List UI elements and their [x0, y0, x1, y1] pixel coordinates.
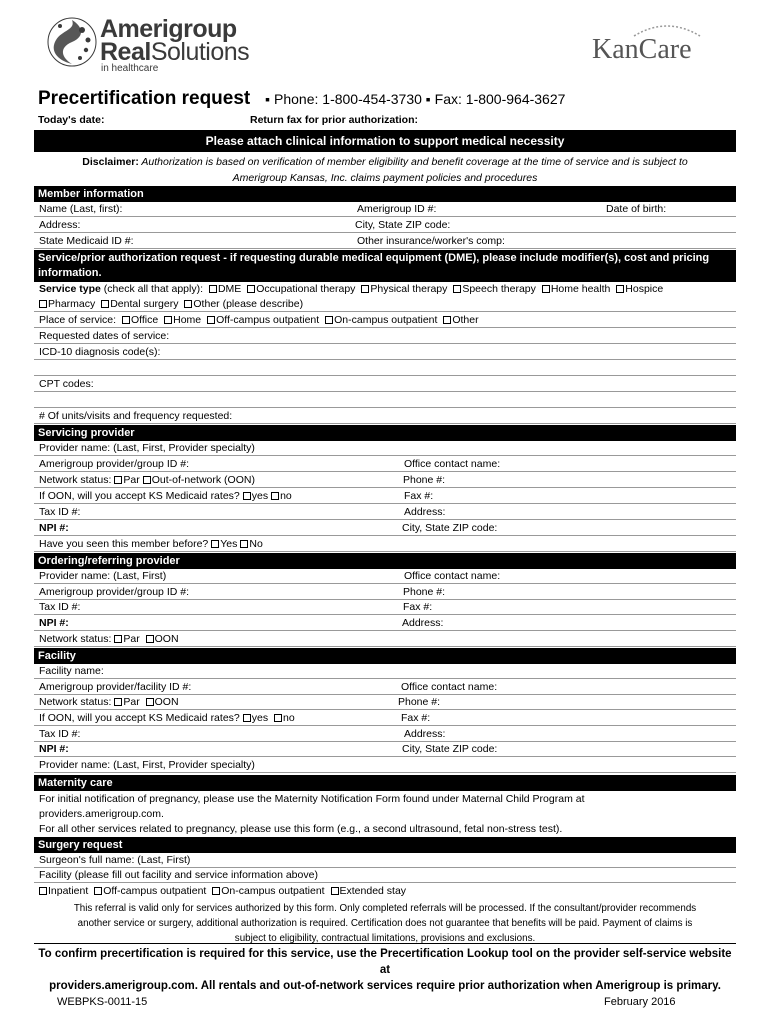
ordering-row-5: Network status: Par OON: [34, 632, 736, 647]
member-name-field[interactable]: Name (Last, first):: [39, 203, 123, 215]
page-header: [38, 88, 565, 110]
facility-npi-field[interactable]: NPI #:: [39, 743, 69, 755]
other-place-checkbox[interactable]: [443, 316, 451, 324]
surgery-facility-field[interactable]: Facility (please fill out facility and service information above): [39, 869, 318, 881]
facility-address-field[interactable]: Address:: [404, 728, 446, 740]
referral-note: This referral is valid only for services authorized by this form. Only completed referrals will be processed. If the consultant/provider recommends another service or surgery, additional authorization is required. Certification does not guarantee that benefits will be paid. Payment of claims is subject to eligibility, contractual limitations, provisions and exclusions.: [73, 903, 697, 944]
servicing-medicaid-yes-checkbox[interactable]: [243, 492, 251, 500]
icd-row: [34, 345, 736, 360]
home-health-checkbox[interactable]: [542, 285, 550, 293]
servicing-fax-field[interactable]: Fax #:: [404, 490, 434, 502]
logo-tagline: in healthcare: [101, 63, 159, 74]
icd-codes-field[interactable]: ICD-10 diagnosis code(s):: [39, 346, 161, 358]
surgery-row-2: [34, 868, 736, 883]
maternity-section-heading: Maternity care: [34, 775, 736, 791]
service-type-row-2: Pharmacy Dental surgery Other (please describe): [34, 297, 736, 312]
cpt-codes-field[interactable]: CPT codes:: [39, 378, 94, 390]
divider: [34, 943, 736, 944]
pharmacy-checkbox[interactable]: [39, 300, 47, 308]
speech-therapy-checkbox[interactable]: [453, 285, 461, 293]
home-checkbox[interactable]: [164, 316, 172, 324]
servicing-phone-field[interactable]: Phone #:: [403, 474, 446, 486]
ordering-row-3: [34, 600, 736, 615]
ordering-fax-field[interactable]: Fax #:: [403, 601, 433, 613]
ordering-npi-field[interactable]: NPI #:: [39, 617, 69, 629]
ordering-provider-name-field[interactable]: Provider name: (Last, First): [39, 570, 167, 582]
inpatient-checkbox[interactable]: [39, 887, 47, 895]
units-row: [34, 409, 736, 424]
ordering-section-heading: Ordering/referring provider: [34, 553, 736, 569]
service-section-heading: Service/prior authorization request - if requesting durable medical equipment (DME), please include modifier(s), cost and pricing information.: [34, 250, 736, 282]
dme-checkbox[interactable]: [209, 285, 217, 293]
servicing-section-heading: Servicing provider: [34, 425, 736, 441]
kancare-logo: [592, 22, 712, 70]
facility-city-field[interactable]: City, State ZIP code:: [402, 743, 498, 755]
member-city-field[interactable]: City, State ZIP code:: [355, 219, 451, 231]
ordering-row-2: [34, 585, 736, 600]
page-title: Precertification request: [38, 88, 251, 109]
servicing-row-5: [34, 505, 736, 520]
ordering-row-4: [34, 616, 736, 631]
cpt-row: [34, 377, 736, 392]
hospice-checkbox[interactable]: [616, 285, 624, 293]
servicing-npi-field[interactable]: NPI #:: [39, 522, 69, 534]
facility-name-field[interactable]: Facility name:: [39, 665, 104, 677]
servicing-row-3: Network status: Par Out-of-network (OON) Phone #:: [34, 473, 736, 488]
icd-row-blank[interactable]: [34, 361, 736, 376]
member-row-1: [34, 202, 736, 217]
servicing-oon-checkbox[interactable]: [143, 476, 151, 484]
facility-office-contact-field[interactable]: Office contact name:: [401, 681, 498, 693]
servicing-row-2: [34, 457, 736, 472]
facility-id-field[interactable]: Amerigroup provider/facility ID #:: [39, 681, 192, 693]
place-of-service-row: Place of service: Office Home Off-campus outpatient On-campus outpatient Other: [34, 313, 736, 328]
servicing-row-4: If OON, will you accept KS Medicaid rates? yes no Fax #:: [34, 489, 736, 504]
facility-row-3: Network status: Par OON Phone #:: [34, 695, 736, 710]
facility-row-4: If OON, will you accept KS Medicaid rates? yes no Fax #:: [34, 711, 736, 726]
servicing-medicaid-no-checkbox[interactable]: [271, 492, 279, 500]
facility-medicaid-no-checkbox[interactable]: [274, 714, 282, 722]
facility-tax-id-field[interactable]: Tax ID #:: [39, 728, 81, 740]
disclaimer: Disclaimer: Authorization is based on verification of member eligibility and benefit coverage at the time of service and is subject to Amerigroup Kansas, Inc. claims payment policies and procedures: [82, 156, 688, 184]
confirm-note: To confirm precertification is required for this service, use the Precertification Lookup tool on the provider self-service website at providers.amerigroup.com. All rentals and out-of-network services require prior authorization when Amerigroup is primary.: [38, 948, 732, 992]
kancare-wordmark: KanCare: [592, 34, 692, 65]
servicing-office-contact-field[interactable]: Office contact name:: [404, 458, 501, 470]
amerigroup-logo: [46, 15, 250, 76]
other-insurance-field[interactable]: Other insurance/worker's comp:: [357, 235, 505, 247]
member-row-2: [34, 218, 736, 233]
servicing-row-6: [34, 521, 736, 536]
amerigroup-swirl-icon: [46, 16, 98, 68]
facility-phone-field[interactable]: Phone #:: [398, 696, 441, 708]
on-campus-checkbox[interactable]: [325, 316, 333, 324]
facility-par-checkbox[interactable]: [114, 698, 122, 706]
other-service-checkbox[interactable]: [184, 300, 192, 308]
facility-row-5: [34, 727, 736, 742]
logo-wordmark-line1: Amerigroup: [100, 15, 237, 43]
servicing-address-field[interactable]: Address:: [404, 506, 446, 518]
form-code: WEBPKS-0011-15: [57, 996, 148, 1008]
logo-wordmark-line2: RealSolutions: [100, 38, 250, 66]
surgery-off-campus-checkbox[interactable]: [94, 887, 102, 895]
facility-row-6: [34, 742, 736, 757]
dental-surgery-checkbox[interactable]: [101, 300, 109, 308]
facility-medicaid-yes-checkbox[interactable]: [243, 714, 251, 722]
member-address-field[interactable]: Address:: [39, 219, 81, 231]
facility-section-heading: Facility: [34, 648, 736, 664]
facility-fax-field[interactable]: Fax #:: [401, 712, 431, 724]
contact-numbers: ▪ Phone: 1-800-454-3730 ▪ Fax: 1-800-964-3627: [265, 91, 566, 107]
facility-row-7: [34, 758, 736, 773]
ordering-row-1: [34, 569, 736, 584]
seen-yes-checkbox[interactable]: [211, 540, 219, 548]
place-of-service-label: Place of service:: [39, 314, 117, 326]
extended-stay-checkbox[interactable]: [331, 887, 339, 895]
ordering-office-contact-field[interactable]: Office contact name:: [404, 570, 501, 582]
servicing-provider-name-field[interactable]: Provider name: (Last, First, Provider specialty): [39, 442, 255, 454]
maternity-text: For initial notification of pregnancy, please use the Maternity Notification Form found under Maternal Child Program at providers.amerigroup.com. For all other services related to pregnancy, please use this form (e.g., a second ultrasound, fetal non-stress test).: [39, 793, 585, 835]
surgery-on-campus-checkbox[interactable]: [212, 887, 220, 895]
service-type-row-1: Service type (check all that apply): DME Occupational therapy Physical therapy Speech therapy Home health Hospice: [39, 283, 664, 295]
ordering-oon-checkbox[interactable]: [146, 635, 154, 643]
todays-date-label: Today's date:: [38, 114, 105, 126]
servicing-row-1: [34, 441, 736, 456]
member-row-3: [34, 234, 736, 249]
dates-row: [34, 329, 736, 344]
servicing-city-field[interactable]: City, State ZIP code:: [402, 522, 498, 534]
form-date: February 2016: [604, 996, 676, 1008]
surgery-section-heading: Surgery request: [34, 837, 736, 853]
facility-row-2: [34, 680, 736, 695]
physical-therapy-checkbox[interactable]: [361, 285, 369, 293]
facility-provider-name-field[interactable]: Provider name: (Last, First, Provider specialty): [39, 759, 255, 771]
attach-banner: Please attach clinical information to support medical necessity: [34, 130, 736, 152]
medicaid-id-field[interactable]: State Medicaid ID #:: [39, 235, 134, 247]
ordering-tax-id-field[interactable]: Tax ID #:: [39, 601, 81, 613]
service-type-label: Service type: [39, 283, 101, 295]
off-campus-checkbox[interactable]: [207, 316, 215, 324]
units-field[interactable]: # Of units/visits and frequency requested:: [39, 410, 233, 422]
ordering-par-checkbox[interactable]: [114, 635, 122, 643]
servicing-group-id-field[interactable]: Amerigroup provider/group ID #:: [39, 458, 189, 470]
ordering-address-field[interactable]: Address:: [402, 617, 444, 629]
member-id-field[interactable]: Amerigroup ID #:: [357, 203, 437, 215]
surgery-row-1: [34, 853, 736, 868]
seen-no-checkbox[interactable]: [240, 540, 248, 548]
occupational-therapy-checkbox[interactable]: [247, 285, 255, 293]
facility-row-1: [34, 664, 736, 679]
return-fax-label: Return fax for prior authorization:: [250, 114, 418, 126]
office-checkbox[interactable]: [122, 316, 130, 324]
ordering-phone-field[interactable]: Phone #:: [403, 586, 446, 598]
surgery-row-3: Inpatient Off-campus outpatient On-campus outpatient Extended stay: [34, 884, 736, 899]
servicing-tax-id-field[interactable]: Tax ID #:: [39, 506, 81, 518]
servicing-par-checkbox[interactable]: [114, 476, 122, 484]
surgeon-name-field[interactable]: Surgeon's full name: (Last, First): [39, 854, 191, 866]
servicing-row-7: Have you seen this member before? Yes No: [34, 537, 736, 552]
ordering-group-id-field[interactable]: Amerigroup provider/group ID #:: [39, 586, 189, 598]
member-dob-field[interactable]: Date of birth:: [606, 203, 667, 215]
cpt-row-blank[interactable]: [34, 393, 736, 408]
requested-dates-field[interactable]: Requested dates of service:: [39, 330, 170, 342]
member-section-heading: Member information: [34, 186, 736, 202]
facility-oon-checkbox[interactable]: [146, 698, 154, 706]
